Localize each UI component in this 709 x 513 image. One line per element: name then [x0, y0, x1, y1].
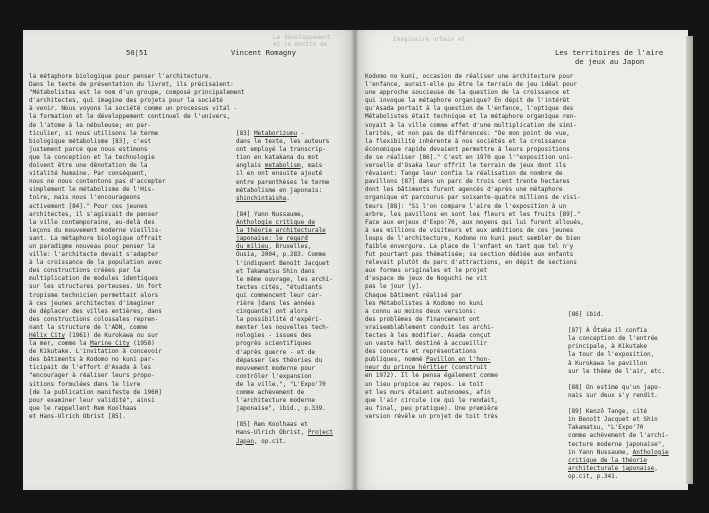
text-line: larités, et non pas de différences: "De mon point de vue,	[365, 129, 570, 137]
underlined-term: neur du prince héritier	[365, 364, 448, 372]
text-line: de l'atome à la nébuleuse; en par-	[29, 121, 152, 129]
text-line: sant. La métaphore biologique offrait	[29, 234, 162, 242]
underlined-term: japonaise: le regard	[236, 235, 308, 243]
text-line: qu'Asada portait à la question de l'enfance, l'optique des	[365, 105, 574, 113]
underlined-term: architecturale japonaise	[568, 464, 655, 472]
text-line: dans le texte, les auteurs	[236, 138, 330, 146]
text-line: biologique métabolisme [83], c'est	[29, 137, 152, 145]
text-line: la mer, comme la Marine City (1958)	[29, 340, 155, 348]
running-head: Vincent Romagny	[231, 48, 296, 57]
text-line: nant la structure de l'ADN, comme	[29, 323, 148, 331]
text-line: publiques, nommé Pavillon en l'hon-	[365, 356, 491, 364]
text-line: anglais metabolism, mais	[236, 162, 323, 170]
text-line: comme achèvement de	[236, 389, 305, 396]
running-head-line-2: de jeux au Japon	[575, 57, 645, 66]
text-line: Métabolistes était technique et la métaphore organique ren-	[365, 113, 577, 121]
text-line: sur le thème de l'air, etc.	[568, 367, 665, 375]
text-line: des bâtiments à Kodomo no kuni par-	[29, 356, 155, 364]
text-line: un lieu propice au repos. Le toit	[365, 380, 484, 388]
ghost-line: et le destin de	[273, 41, 328, 48]
text-line: et les murs étaient autonomes, afin	[365, 388, 491, 396]
text-line	[236, 227, 333, 235]
running-head-right	[555, 48, 663, 66]
text-line: pour examiner leur validité", ainsi	[29, 396, 155, 404]
text-line: shinchintaisha.	[236, 194, 290, 202]
text-line: [89] Kenzô Tange, cité	[568, 408, 647, 416]
text-line: faible envergure. La place de l'enfant en tant que tel n'y	[365, 242, 574, 250]
text-line: sur les structures porteuses. Un fort	[29, 283, 162, 291]
text-line: sitions formulées dans le livre	[29, 380, 141, 388]
text-line: ont employé la transcrip-	[236, 146, 326, 154]
text-line: Hans-Ulrich Obrist, Project	[236, 429, 333, 437]
text-line	[568, 457, 669, 465]
text-line: architecturale japonaise,	[568, 464, 658, 472]
text-line: à venir. Nous voyons la société comme un processus vital -	[29, 105, 238, 113]
ghost-line: Imaginaire urbain et	[393, 36, 466, 43]
text-line: que le rappellent Rem Koolhaas	[29, 404, 137, 412]
text-line: [86] ibid.	[568, 311, 604, 318]
text-line: économique rapide devaient permettre à leurs propositions	[365, 145, 570, 153]
text-line: la possibilité d'expéri-	[236, 316, 323, 324]
text-line: d'architectes, qui imagine des projets pour la société	[29, 97, 223, 105]
text-line: fut pourtant pas thématisée; sa section dédiée aux enfants	[365, 251, 574, 259]
text-line	[236, 413, 333, 421]
underlined-term: du milieu	[236, 243, 269, 251]
text-line: doivent être une dénotation de la	[29, 162, 148, 170]
text-line: nais sur deux s'y rendit.	[568, 391, 658, 399]
text-line: d'espace de jeux de Noguchi ne vit	[365, 275, 488, 283]
text-line: la ville contemporaine, au-delà des	[29, 218, 155, 226]
underlined-term: Pavillon en l'hon-	[426, 356, 491, 364]
underlined-term: critique de la théorie	[568, 456, 647, 464]
show-through-text-right	[393, 36, 465, 43]
text-line: la conception de l'entrée	[568, 335, 658, 343]
text-line: des problèmes de financement ont	[365, 315, 480, 323]
text-line: leçons du mouvement moderne vieillis-	[29, 226, 162, 234]
underlined-term: shinchintaisha	[236, 194, 287, 202]
text-line: Japan, op.cit.	[236, 437, 287, 445]
main-text-column	[365, 73, 584, 421]
text-line: architectes, il s'agissait de penser	[29, 210, 159, 218]
text-line: un vaste hall destiné à accueillir	[365, 340, 488, 348]
underlined-term: Hélix City	[29, 332, 65, 339]
text-line: "encourager à réaliser leurs propo-	[29, 372, 155, 380]
text-line: une approche soucieuse de la question de la croissance et	[365, 89, 570, 97]
text-line: pavillons [87] dans un parc de trois cent trente hectares	[365, 178, 570, 186]
text-line: d'après guerre - et de	[236, 348, 315, 356]
text-line: l'indiquent Benoît Jacquet	[236, 259, 330, 267]
text-line: comme achèvement de l'archi-	[568, 432, 669, 440]
text-line: toire, mais nous l'encourageons	[29, 194, 141, 202]
text-line: pas le jour [y].	[365, 283, 423, 291]
text-line: au final, peu pratique). Une première	[365, 404, 498, 412]
text-line: de Kikutake. L'invitation à concevoir	[29, 348, 162, 356]
text-line: tropisme technicien permettait alors	[29, 291, 159, 299]
show-through-text-left	[273, 34, 331, 48]
text-line: et Takamatsu Shin dans	[236, 267, 315, 275]
text-line: in Benoît Jacquet et Shin	[568, 416, 658, 424]
text-line: in Yann Nussaume, Anthologie	[568, 448, 669, 456]
ghost-line: Le développement	[273, 34, 331, 41]
text-line: dépasser les théories du	[236, 356, 323, 364]
text-line: japonaise", ibid., p.339.	[236, 405, 326, 413]
text-line: organique et parcourus par soixante-quatre millions de visi-	[365, 194, 581, 202]
underlined-term: Anthologie	[632, 448, 669, 456]
text-line: verselle d'Osaka leur offrit le terrain de jeux dont ils	[365, 162, 567, 170]
text-line: entre parenthèses le terme	[236, 178, 330, 186]
text-line: mouvement moderne pour	[236, 364, 315, 372]
folio: 50|51	[126, 48, 148, 57]
text-line: Kodomo no kuni, occasion de réaliser une architecture pour	[365, 73, 574, 80]
text-line: Ousia, 2004, p.283. Comme	[236, 251, 326, 259]
text-line: voyait à la ville comme effet d'une multiplication de simi-	[365, 121, 577, 129]
text-line: principale, à Kikutake	[568, 343, 647, 351]
text-line: tectes à les modifier. Asada conçut	[365, 332, 491, 339]
text-line	[236, 203, 333, 211]
text-line: tectes cités, "étudiants	[236, 283, 323, 291]
text-line: [87] À Ôtaka il confia	[568, 327, 647, 335]
text-line: Hélix City (1961) de Kurokawa ou sur	[29, 332, 159, 339]
text-line: nologies - issues des	[236, 332, 312, 340]
text-line: et Hans-Ulrich Obrist [85].	[29, 412, 126, 420]
text-line: l'architecture moderne	[236, 397, 315, 405]
text-line: que l'air circule (ce qui le rendait,	[365, 396, 498, 404]
footnotes-column	[568, 311, 669, 481]
text-line: rière [dans les années	[236, 299, 315, 307]
text-line: la tour de l'exposition,	[568, 351, 655, 359]
underlined-term: Project	[307, 429, 333, 437]
text-line: nous ne nous contentons pas d'accepter	[29, 178, 166, 186]
text-line: qui invoque la métaphore organique? En dépit de l'intérêt	[365, 97, 570, 105]
underlined-term: metabolism	[264, 162, 301, 170]
text-line: vitalité humaine. Par conséquent,	[29, 170, 148, 178]
text-line: dont les bâtiments furent agencés d'après une métaphore	[365, 186, 563, 194]
text-line: justement parce que nous estimons	[29, 145, 148, 153]
text-line: la métaphore biologique pour penser l'architecture.	[29, 73, 213, 80]
text-line: tion en katakana du mot	[236, 154, 319, 162]
text-line: à la croissance de la population avec	[29, 259, 162, 267]
text-line: de déplacer des villes entières, dans	[29, 307, 162, 315]
text-line: Chaque bâtiment réalisé par	[365, 291, 462, 299]
text-line: la formation et le développement continuel de l'univers,	[29, 113, 231, 121]
text-line: ville: l'architecte devait s'adapter	[29, 251, 159, 259]
text-line: de la ville.", "L'Expo'70	[236, 380, 326, 388]
text-line: Dans le texte de présentation du livret, ils précisaient:	[29, 81, 234, 89]
text-line: les Métabolistes à Kodomo no kuni	[365, 299, 484, 307]
footnotes-column	[236, 130, 333, 446]
text-line: op.cit, p.341.	[568, 472, 619, 480]
text-line: menter les nouvelles tech-	[236, 324, 330, 332]
text-line: Takamatsu, "L'Expo'70	[568, 424, 644, 432]
text-line: teurs [88]: "Si l'on compare l'aire de l'exposition à un	[365, 202, 567, 210]
text-line: de se réaliser [86]." C'est en 1970 que l'"exposition uni-	[365, 153, 574, 161]
text-line: contrôler l'expansion	[236, 372, 312, 380]
text-line: du milieu, Bruxelles,	[236, 243, 312, 251]
main-text-column	[29, 73, 244, 421]
text-line: ticipait de l'effort d'Asada à les	[29, 364, 152, 372]
text-line: la flexibilité inhérente à nos sociétés et la croissance	[365, 137, 567, 145]
text-line	[568, 376, 669, 384]
text-line: le même ouvrage, les archi-	[236, 275, 333, 283]
underlined-term: Japan	[236, 437, 254, 445]
text-line: [88] On estime qu'un japo-	[568, 383, 662, 391]
underlined-term: Marine City	[90, 340, 130, 348]
text-line: [de la publication manifeste de 1960]	[29, 388, 162, 396]
text-line: a connu au moins deux versions:	[365, 307, 477, 315]
running-head-line-1: Les territoires de l'aire	[555, 48, 664, 57]
text-line: arbre, les pavillons en sont les fleurs et les fruits [89]."	[365, 210, 581, 218]
underlined-term: Metaborizumu	[253, 130, 298, 137]
text-line: qui commencent leur car-	[236, 291, 323, 299]
text-line: version révèle un projet de toit très	[365, 412, 498, 420]
text-line: à ses millions de visiteurs et aux ambitions de ces jeunes	[365, 226, 574, 234]
text-line	[236, 235, 333, 243]
text-line: [83] Metaborizumu -	[236, 130, 305, 137]
text-line: il en ont ensuite ajouté	[236, 170, 323, 178]
text-line: en 1972). Il le pensa également comme	[365, 372, 498, 380]
text-line: multiplication de modules identiques	[29, 275, 159, 283]
text-line: vraisemblablement conduit les archi-	[365, 323, 495, 331]
text-line	[568, 319, 669, 327]
text-line: loups de l'architecture, Kodomo no kuni peut sembler de bien	[365, 234, 581, 242]
text-line: que la conception et la technologie	[29, 153, 155, 161]
text-line	[568, 400, 669, 408]
text-line: des constructions créées par la	[29, 267, 141, 275]
text-line: rêvaient: Tange leur confia la réalisation de nombre de	[365, 170, 563, 178]
text-line: [84] Yann Nussaume,	[236, 210, 305, 218]
text-line: à Kurokawa le pavillon	[568, 359, 647, 367]
text-line: simplement le métabolisme de l'His-	[29, 186, 155, 194]
book-spine	[351, 30, 359, 490]
left-page	[23, 30, 355, 490]
right-page	[355, 30, 688, 490]
text-line: relevait plutôt du parc d'attractions, en dépit de sections	[365, 259, 577, 267]
text-line: progrès scientifiques	[236, 340, 312, 348]
text-line: tecture moderne japonaise",	[568, 440, 665, 448]
text-line: activement [84]." Pour ces jeunes	[29, 202, 148, 210]
text-line	[236, 219, 333, 227]
text-line: l'enfance, aurait-elle pu être le terrain de jeu idéal pour	[365, 81, 577, 89]
underlined-term: la théorie architecturale	[236, 227, 326, 235]
text-line: cinquante] ont alors	[236, 308, 308, 316]
text-line: Face aux enjeux d'Expo'70, aux moyens qui lui furent alloués,	[365, 218, 585, 226]
text-line: neur du prince héritier (construit	[365, 364, 488, 372]
text-line: ticulier, si nous utilisons le terme	[29, 129, 159, 137]
text-line: des constructions colossales repren-	[29, 315, 159, 323]
text-line: un paradigme nouveau pour penser la	[29, 242, 155, 250]
text-line: à ces jeunes architectes d'imaginer	[29, 299, 155, 307]
underlined-term: Anthologie critique de	[236, 219, 315, 227]
text-line: [85] Rem Koolhaas et	[236, 421, 308, 429]
text-line: "Métabolistes est le nom d'un groupe, composé principalement	[29, 89, 245, 97]
text-line: des concerts et représentations	[365, 348, 477, 356]
page-edge	[686, 36, 693, 484]
text-line: métabolisme en japonais:	[236, 186, 323, 194]
text-line: aux formes originales et le projet	[365, 267, 488, 275]
